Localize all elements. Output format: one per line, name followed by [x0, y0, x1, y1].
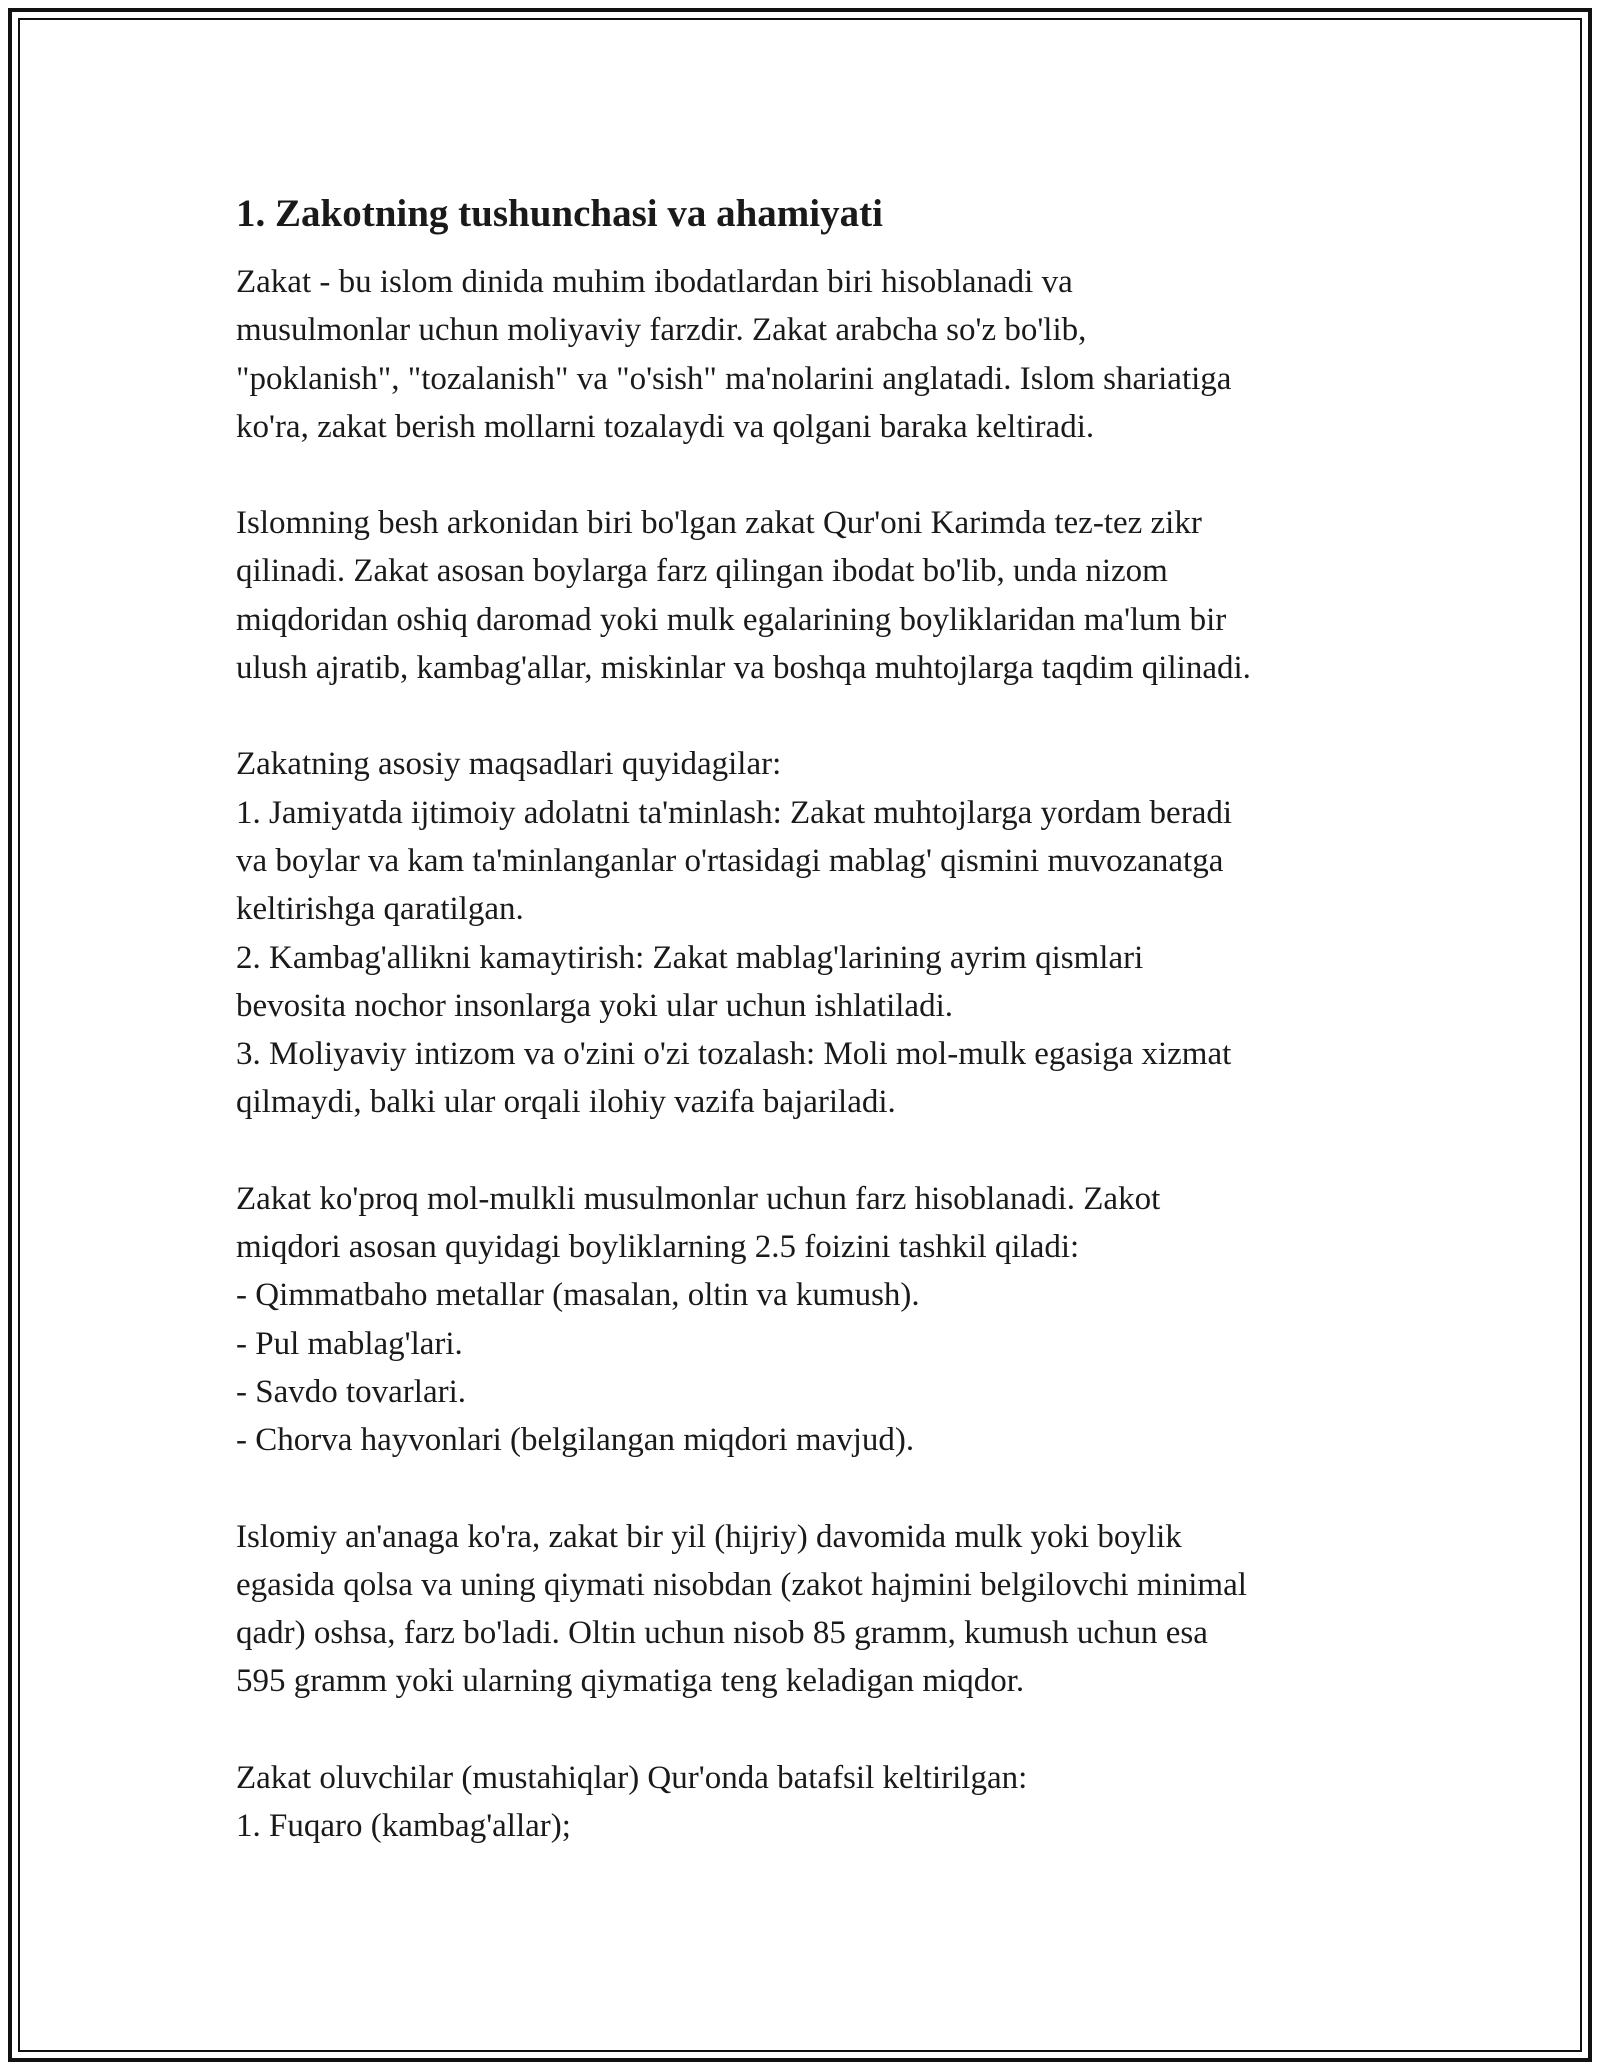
text-line: Islomiy an'anaga ko'ra, zakat bir yil (hijriy) davomida mulk yoki boylik — [236, 1518, 1182, 1555]
text-line: qilmaydi, balki ular orqali ilohiy vazifa bajariladi. — [236, 1084, 896, 1121]
text-line: qilinadi. Zakat asosan boylarga farz qilingan ibodat bo'lib, unda nizom — [236, 553, 1168, 590]
text-line: miqdori asosan quyidagi boyliklarning 2.5 foizini tashkil qiladi: — [236, 1229, 1080, 1266]
text-line: 595 gramm yoki ularning qiymatiga teng keladigan miqdor. — [236, 1663, 1025, 1700]
text-line: Zakat oluvchilar (mustahiqlar) Qur'onda batafsil keltirilgan: — [236, 1759, 1028, 1796]
text-line: Zakat - bu islom dinida muhim ibodatlardan biri hisoblanadi va — [236, 264, 1073, 300]
list-item: 2. Kambag'allikni kamaytirish: Zakat mablag'larining ayrim qismlari — [236, 939, 1144, 976]
section-title: 1. Zakotning tushunchasi va ahamiyati — [236, 192, 883, 235]
text-line: keltirishga qaratilgan. — [236, 891, 524, 928]
paragraph-recipients — [236, 1754, 1376, 1851]
text-line: miqdoridan oshiq daromad yoki mulk egalarining boyliklaridan ma'lum bir — [236, 601, 1227, 638]
paragraph-purposes — [236, 740, 1376, 1126]
text-line: Zakatning asosiy maqsadlari quyidagilar: — [236, 746, 782, 783]
list-item: 1. Jamiyatda ijtimoiy adolatni ta'minlash: Zakat muhtojlarga yordam beradi — [236, 794, 1233, 831]
list-item: - Chorva hayvonlari (belgilangan miqdori mavjud). — [236, 1422, 915, 1459]
text-line: bevosita nochor insonlarga yoki ular uchun ishlatiladi. — [236, 987, 953, 1024]
text-line: "poklanish", "tozalanish" va "o'sish" ma'nolarini anglatadi. Islom shariatiga — [236, 360, 1232, 397]
text-line: qadr) oshsa, farz bo'ladi. Oltin uchun nisob 85 gramm, kumush uchun esa — [236, 1615, 1208, 1652]
text-line: Zakat ko'proq mol-mulkli musulmonlar uchun farz hisoblanadi. Zakot — [236, 1180, 1161, 1217]
list-item: - Qimmatbaho metallar (masalan, oltin va kumush). — [236, 1277, 920, 1314]
paragraph-definition — [236, 258, 1376, 451]
paragraph-nisob — [236, 1513, 1376, 1706]
text-line: egasida qolsa va uning qiymati nisobdan (zakot hajmini belgilovchi minimal — [236, 1566, 1247, 1603]
text-line: ulush ajratib, kambag'allar, miskinlar va boshqa muhtojlarga taqdim qilinadi. — [236, 650, 1251, 687]
paragraph-assets — [236, 1175, 1376, 1465]
text-line: ko'ra, zakat berish mollarni tozalaydi va qolgani baraka keltiradi. — [236, 408, 1095, 445]
list-item: 1. Fuqaro (kambag'allar); — [236, 1808, 571, 1845]
list-item: 3. Moliyaviy intizom va o'zini o'zi tozalash: Moli mol-mulk egasiga xizmat — [236, 1036, 1232, 1073]
list-item: - Pul mablag'lari. — [236, 1325, 463, 1362]
text-line: va boylar va kam ta'minlanganlar o'rtasidagi mablag' qismini muvozanatga — [236, 842, 1224, 879]
paragraph-pillar — [236, 499, 1376, 692]
list-item: - Savdo tovarlari. — [236, 1373, 467, 1410]
text-line: musulmonlar uchun moliyaviy farzdir. Zakat arabcha so'z bo'lib, — [236, 312, 1087, 349]
document-page — [236, 186, 1376, 1898]
text-line: Islomning besh arkonidan biri bo'lgan zakat Qur'oni Karimda tez-tez zikr — [236, 505, 1202, 542]
